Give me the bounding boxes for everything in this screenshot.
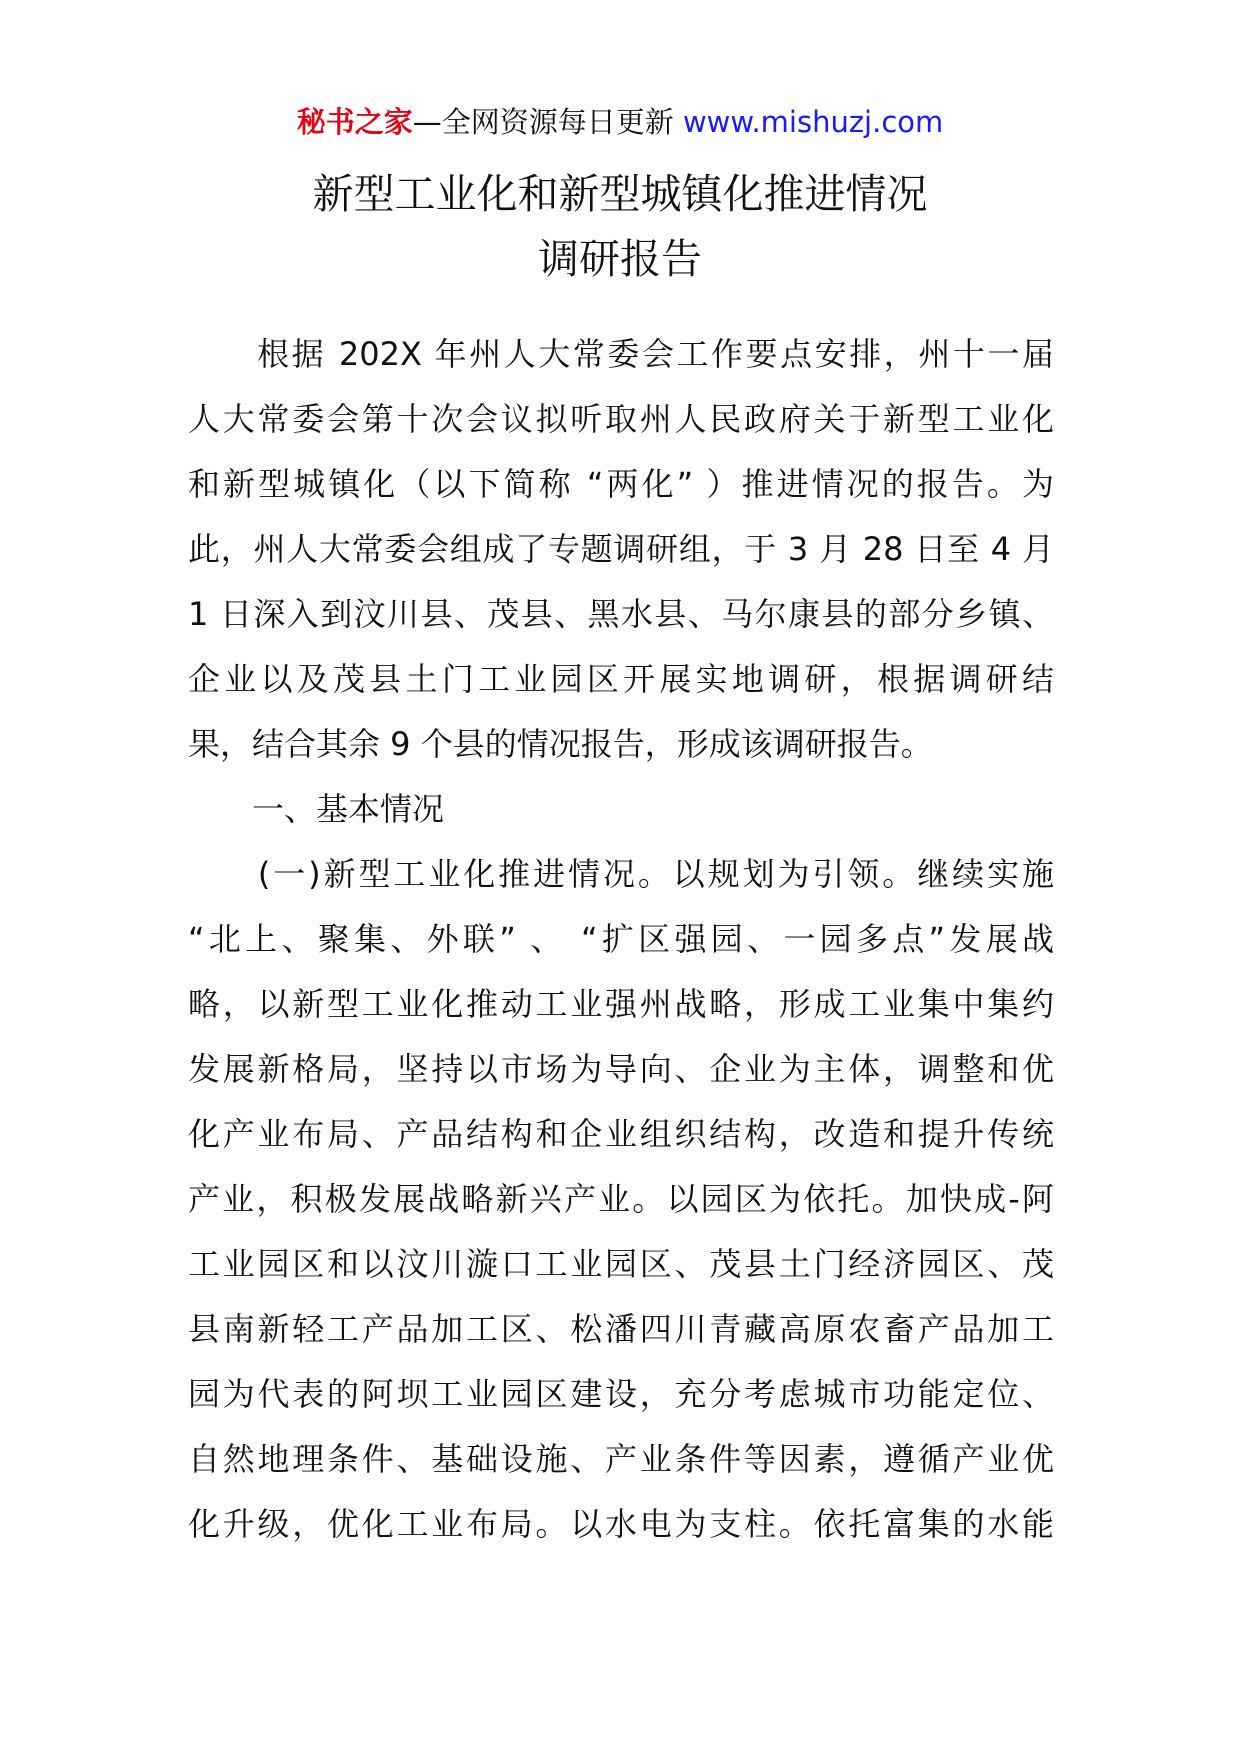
body-line: 产业，积极发展战略新兴产业。以园区为依托。加快成-阿 — [188, 1180, 1054, 1218]
body-line: 根据 202X 年州人大常委会工作要点安排，州十一届 — [188, 335, 1054, 373]
document-body — [188, 322, 1054, 1557]
body-line: 自然地理条件、基础设施、产业条件等因素，遵循产业优 — [188, 1440, 1054, 1478]
body-line: 化产业布局、产品结构和企业组织结构，改造和提升传统 — [188, 1115, 1054, 1153]
site-url-link[interactable]: www.mishuzj.com — [673, 105, 944, 139]
body-line: 略，以新型工业化推动工业强州战略，形成工业集中集约 — [188, 985, 1054, 1023]
body-line: 县南新轻工产品加工区、松潘四川青藏高原农畜产品加工 — [188, 1310, 1054, 1348]
body-line: 工业园区和以汶川漩口工业园区、茂县土门经济园区、茂 — [188, 1245, 1054, 1283]
header-tagline: —全网资源每日更新 — [412, 105, 674, 139]
body-line: 此，州人大常委会组成了专题调研组，于 3 月 28 日至 4 月 — [188, 530, 1054, 568]
body-line: 和新型城镇化（以下简称 “两化” ）推进情况的报告。为 — [188, 465, 1054, 503]
document-title-line-1: 新型工业化和新型城镇化推进情况 — [312, 170, 928, 218]
body-line: 发展新格局，坚持以市场为导向、企业为主体，调整和优 — [188, 1050, 1054, 1088]
body-line: (一)新型工业化推进情况。以规划为引领。继续实施 — [188, 855, 1054, 893]
brand-name: 秘书之家 — [296, 105, 413, 139]
section-heading: 一、基本情况 — [188, 790, 445, 828]
body-line: 企业以及茂县土门工业园区开展实地调研，根据调研结 — [188, 660, 1054, 698]
site-header — [0, 102, 1240, 142]
body-line: 果，结合其余 9 个县的情况报告，形成该调研报告。 — [188, 725, 933, 763]
body-line: 人大常委会第十次会议拟听取州人民政府关于新型工业化 — [188, 400, 1054, 438]
body-line: 园为代表的阿坝工业园区建设，充分考虑城市功能定位、 — [188, 1375, 1054, 1413]
body-line: 化升级，优化工业布局。以水电为支柱。依托富集的水能 — [188, 1505, 1054, 1543]
body-line: “北上、聚集、外联” 、 “扩区强园、一园多点”发展战 — [188, 920, 1054, 958]
body-line: 1 日深入到汶川县、茂县、黑水县、马尔康县的部分乡镇、 — [188, 595, 1054, 633]
document-title-line-2: 调研报告 — [538, 235, 702, 283]
